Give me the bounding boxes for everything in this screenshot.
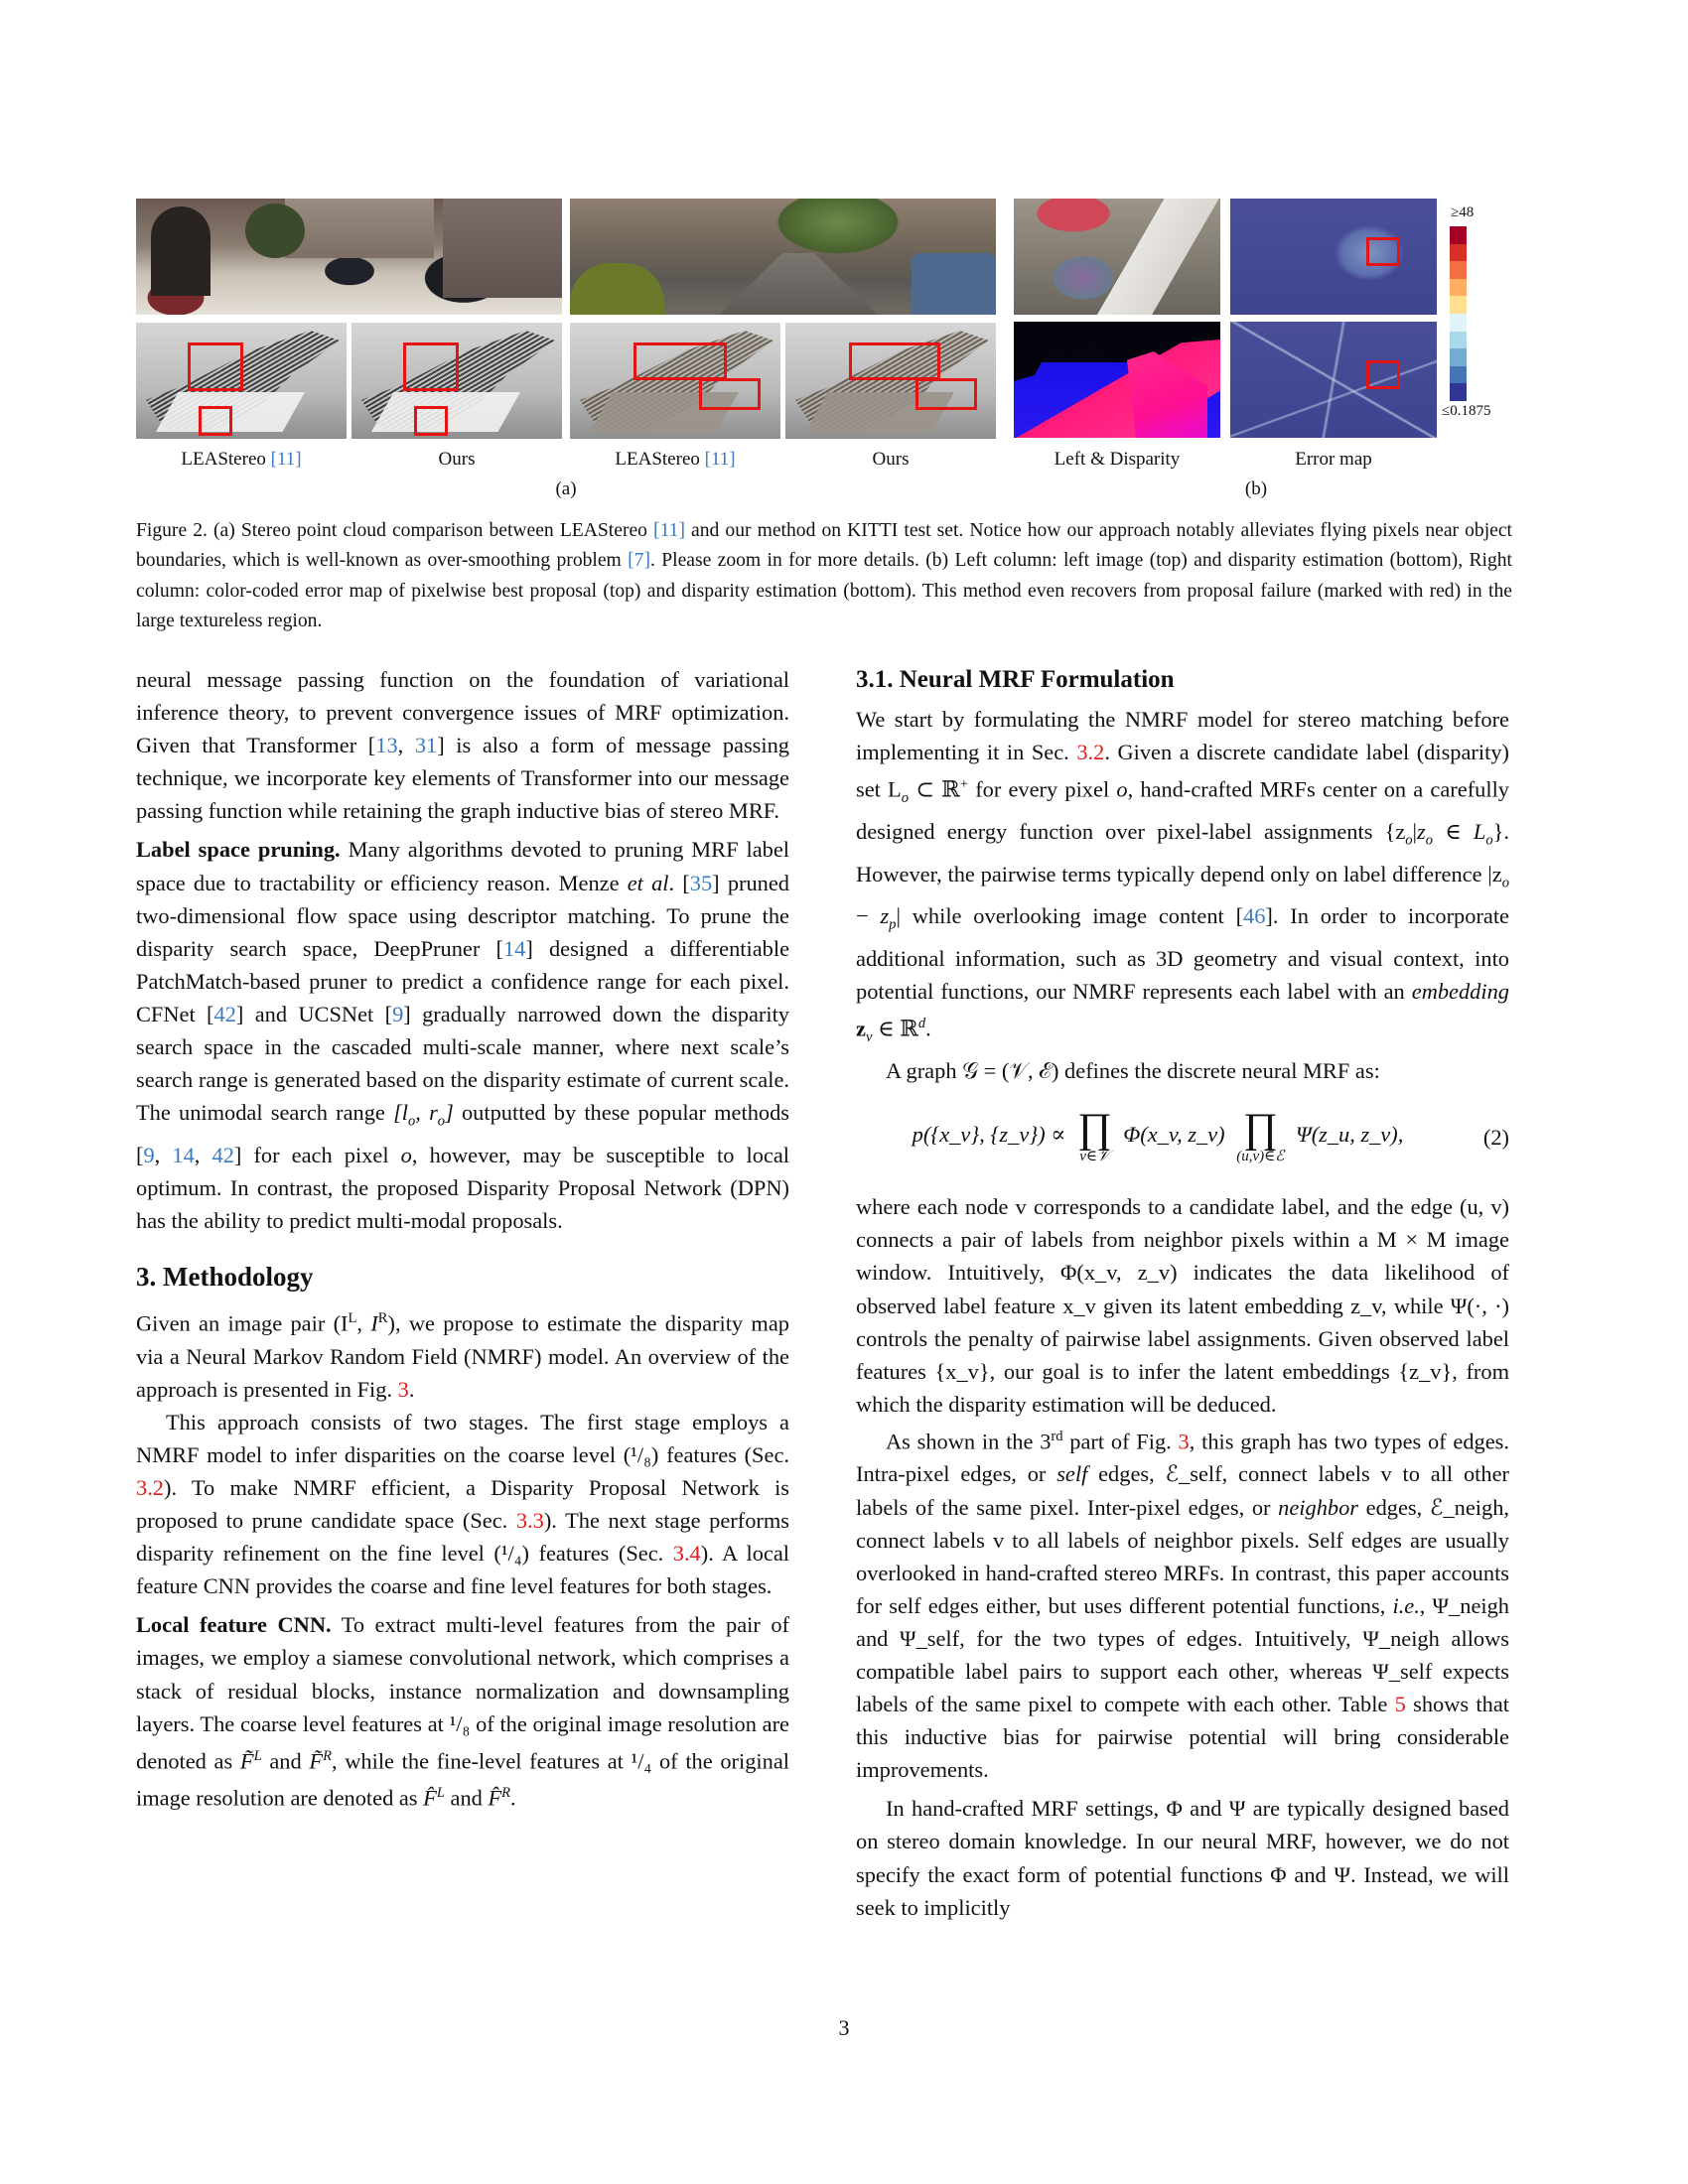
sublabel-left-disparity: Left & Disparity xyxy=(1054,449,1181,470)
text: and xyxy=(444,1785,489,1811)
sublabel-leastereo-2 xyxy=(570,449,780,471)
image-detail xyxy=(1230,322,1437,438)
citation-link[interactable]: [7] xyxy=(628,550,650,572)
citation-link[interactable]: 42 xyxy=(211,1142,234,1167)
sublabel-error-map: Error map xyxy=(1295,449,1372,470)
text: ] pruned two-dimensional flow space using descriptor matching. To prune the disparity search space, DeepPruner [ xyxy=(136,870,790,961)
colorbar-swatch xyxy=(1450,383,1467,401)
text: To extract multi-level features from the pair of images, we employ a siamese convolutional network, which comprises a stack of residual blocks, instance normalization and downsampling layers. The coarse level features at ¹/₈ of the original image resolution are denoted as xyxy=(136,1612,789,1774)
paragraph-heading: Local feature CNN. xyxy=(136,1612,332,1638)
subsection-heading: 3.1. Neural MRF Formulation xyxy=(856,666,1175,693)
text: edges, ℰ_self, connect labels v to all other labels of the same pixel. Inter-pixel edges, or xyxy=(856,1461,1509,1520)
citation-link[interactable]: 9 xyxy=(143,1142,155,1167)
text: shows that this inductive bias for pairwise potential will bring considerable improvements. xyxy=(856,1692,1509,1783)
text: for every pixel xyxy=(968,776,1117,802)
text: ] gradually narrowed down the disparity search space in the cascaded multi-scale manner, where next scale’s search range is generated based on the disparity estimate of current scale. The unimodal search range xyxy=(136,1001,789,1126)
text: , xyxy=(397,733,415,758)
text: Given an image pair (I xyxy=(136,1310,349,1336)
caption-text: . Please zoom in for more details. (b) Left column: left image (top) and disparity estimation (bottom), Right column: color-coded error map of pixelwise best proposal (top) and disparity estimation (bottom). This method even recovers from proposal failure (marked with red) in the large textureless region. xyxy=(136,550,1513,632)
text: part of Fig. xyxy=(1062,1429,1179,1454)
section-heading-methodology: 3. Methodology xyxy=(136,1262,314,1293)
text: }. However, the pairwise terms typically depend only on label difference |z xyxy=(856,819,1509,887)
text: , however, may be susceptible to local optimum. In contrast, the proposed Disparity Proposal Network (DPN) has the ability to predict multi-modal proposals. xyxy=(136,1142,790,1233)
equation-body xyxy=(856,1106,1460,1165)
colorbar-swatch xyxy=(1450,314,1467,332)
text: embedding xyxy=(1411,979,1509,1004)
product-operator: ∏ (u,v)∈ℰ xyxy=(1236,1106,1285,1165)
paragraph-local-feature-cnn: Local feature CNN. To extract multi-level features from the pair of images, we employ a siamese convolutional network, which comprises a stack of residual blocks, instance normalization and downsampling layers. The coarse level features at ¹/₈ of the original image resolution are denoted as F̃$^L$ and F̃$^R$, while the fine-level features at ¹/₄ of the original image resolution are denoted as F̂$^L$ and F̂$^R$. xyxy=(136,1612,789,1811)
highlight-box xyxy=(849,342,940,380)
page-number: 3 xyxy=(838,2015,850,2040)
text: ∈ ℝ xyxy=(872,1016,918,1041)
image-detail xyxy=(769,199,908,258)
text: neural message passing function on the foundation of variational inference theory, to prevent convergence issues of MRF optimization. Given that Transformer [ xyxy=(136,667,789,758)
text: , while the fine-level features at ¹/₄ of the original image resolution are denoted as xyxy=(136,1748,789,1811)
colorbar-min-label: ≤0.1875 xyxy=(1442,403,1491,419)
product-operator: ∏ v∈𝒱 xyxy=(1077,1106,1112,1165)
text: ). To make NMRF efficient, a Disparity Proposal Network is proposed to prune candidate space (Sec. xyxy=(136,1475,789,1534)
text: | while overlooking image content [ xyxy=(896,903,1244,929)
text: self xyxy=(1056,1461,1088,1487)
text: We start by formulating the NMRF model for stereo matching before implementing it in Sec. xyxy=(856,707,1509,765)
highlight-box xyxy=(915,378,977,410)
text: ]. In order to incorporate additional information, such as 3D geometry and visual context, into potential functions, our NMRF represents each label with an xyxy=(856,903,1509,1004)
figure-caption xyxy=(136,516,1512,637)
paragraph xyxy=(856,1421,1509,1787)
colorbar xyxy=(1450,226,1467,401)
left-image-middlebury xyxy=(1014,199,1220,315)
colorbar-swatch xyxy=(1450,261,1467,279)
text: ). The next stage performs disparity refinement on the fine level (¹/₄) features (Sec. xyxy=(136,1508,790,1567)
image-detail xyxy=(719,253,878,315)
panel-label-a: (a) xyxy=(555,478,577,499)
point-cloud-ours-2 xyxy=(785,323,996,439)
text: Many algorithms devoted to pruning MRF label space due to tractability or efficiency reason. Menze xyxy=(136,837,790,895)
sublabel-leastereo-1 xyxy=(136,449,347,471)
image-detail xyxy=(285,199,434,258)
error-map-proposal xyxy=(1230,199,1437,315)
text: . [ xyxy=(668,870,690,895)
superscript: rd xyxy=(1051,1428,1063,1444)
figure-ref-link[interactable]: 3 xyxy=(1178,1429,1190,1454)
text: , this graph has two types of edges. Intra-pixel edges, or xyxy=(856,1429,1509,1487)
math-range: [$l_o$, $r_o$] xyxy=(393,1100,454,1130)
highlight-box xyxy=(1366,237,1400,266)
sublabel-text: LEAStereo xyxy=(615,449,705,470)
text: , Ψ_neigh and Ψ_self, for the two types of edges. Intuitively, Ψ_neigh allows compatible label pairs to support each other, whereas Ψ_self expects labels of the same pixel to compete with each other. Table xyxy=(856,1592,1509,1717)
point-cloud-leastereo-2 xyxy=(570,323,780,439)
colorbar-swatch xyxy=(1450,226,1467,244)
image-detail xyxy=(1014,322,1220,381)
text: As shown in the 3 xyxy=(886,1429,1052,1454)
equation-2 xyxy=(856,1106,1509,1165)
section-ref-link[interactable]: 3.4 xyxy=(672,1541,701,1567)
text: outputted by these popular methods [ xyxy=(136,1100,789,1167)
colorbar-swatch xyxy=(1450,366,1467,384)
highlight-box xyxy=(414,406,448,436)
paragraph: Given an image pair ($I^L$, $I^R$), we propose to estimate the disparity map via a Neural Markov Random Field (NMRF) model. An overview of the approach is presented in Fig. 3. xyxy=(136,1310,789,1402)
text: edges, ℰ_neigh, connect labels v to all labels of neighbor pixels. Self edges are usually overlooked in hand-crafted stereo MRFs. In contrast, this paper accounts for self edges either, but uses different potential functions, xyxy=(856,1494,1509,1618)
colorbar-max-label: ≥48 xyxy=(1451,205,1475,220)
equation-lhs: p({x_v}, {z_v}) ∝ xyxy=(912,1122,1066,1148)
text: and xyxy=(261,1748,310,1774)
kitti-image-1 xyxy=(136,199,562,315)
highlight-box xyxy=(403,342,459,391)
citation-link[interactable]: 9 xyxy=(392,1001,404,1026)
point-cloud-leastereo-1 xyxy=(136,323,347,439)
colorbar-swatch xyxy=(1450,244,1467,262)
citation-link[interactable]: [11] xyxy=(270,449,302,470)
text: . Given a discrete candidate label (disparity) set L xyxy=(856,740,1509,802)
text: et al xyxy=(627,870,669,895)
sublabel-ours-2: Ours xyxy=(872,449,910,470)
paragraph xyxy=(136,1406,789,1603)
paragraph: where each node v corresponds to a candidate label, and the edge (u, v) connects a pair of labels from neighbor pixels within a M × M image window. Intuitively, Φ(x_v, z_v) indicates the data likelihood of observed label feature x_v given its latent embedding z_v, while Ψ(·, ·) controls the penalty of pairwise label assignments. Given observed label features {x_v}, our goal is to infer the latent embeddings {z_v}, from which the disparity estimation will be deduced. xyxy=(856,1194,1509,1417)
citation-link[interactable]: 13 xyxy=(375,733,398,758)
image-detail xyxy=(570,263,664,315)
citation-link[interactable]: 31 xyxy=(414,733,438,758)
citation-link[interactable]: [11] xyxy=(653,520,685,541)
section-ref-link[interactable]: 3.2 xyxy=(1076,740,1105,765)
image-detail xyxy=(443,199,562,298)
equation-term: Φ(x_v, z_v) xyxy=(1123,1122,1225,1148)
text: ] for each pixel xyxy=(233,1142,401,1167)
caption-text: Figure 2. (a) Stereo point cloud comparison between LEAStereo xyxy=(136,520,654,541)
equation-term: Ψ(z_u, z_v), xyxy=(1295,1122,1404,1148)
highlight-box xyxy=(1366,360,1400,389)
text: i.e. xyxy=(1392,1592,1420,1618)
paragraph: In hand-crafted MRF settings, Φ and Ψ are typically designed based on stereo domain knowledge. In our neural MRF, however, we do not specify the exact form of potential functions Φ and Ψ. Instead, we will seek to implicitly xyxy=(856,1796,1509,1920)
image-detail xyxy=(151,206,211,296)
image-detail xyxy=(912,253,996,315)
highlight-box xyxy=(699,378,761,410)
sublabel-text: LEAStereo xyxy=(181,449,271,470)
equation-number: (2) xyxy=(1482,1124,1509,1150)
math: o xyxy=(400,1142,412,1167)
citation-link[interactable]: 14 xyxy=(502,935,526,961)
colorbar-swatch xyxy=(1450,348,1467,366)
product-subscript: (u,v)∈ℰ xyxy=(1236,1149,1285,1165)
text: ] is also a form of message passing technique, we incorporate key elements of Transformer into our message passing function while retaining the graph inductive bias of stereo MRF. xyxy=(136,733,790,824)
kitti-image-2 xyxy=(570,199,996,315)
text: This approach consists of two stages. The first stage employs a NMRF model to infer disparities on the coarse level (¹/₈) features (Sec. xyxy=(136,1409,789,1467)
highlight-box xyxy=(199,406,232,436)
citation-link[interactable]: 35 xyxy=(689,870,713,895)
product-subscript: v∈𝒱 xyxy=(1079,1149,1110,1165)
citation-link[interactable]: 42 xyxy=(213,1001,236,1026)
text: ), we propose to estimate the disparity map via a Neural Markov Random Field (NMRF) model. An overview of the approach is presented in Fig. xyxy=(136,1310,789,1402)
colorbar-swatch xyxy=(1450,332,1467,349)
citation-link[interactable]: 14 xyxy=(172,1142,195,1167)
text: , hand-crafted MRFs center on a carefully designed energy function over pixel-label assignments {z xyxy=(856,776,1509,845)
table-ref-link[interactable]: 5 xyxy=(1394,1692,1406,1717)
text: ⊂ ℝ xyxy=(909,776,960,802)
paragraph: We start by formulating the NMRF model for stereo matching before implementing it in Sec. 3.2. Given a discrete candidate label (disparity) set $L_o$ ⊂ ℝ+ for every pixel o, hand-crafted MRFs center on a carefully designed energy function over pixel-label assignments {$z_o|z_o$ ∈ $L_o$}. However, the pairwise terms typically depend only on label difference $|z_o - z_p|$ while overlooking image content [46]. In order to incorporate additional information, such as 3D geometry and visual context, into potential functions, our NMRF represents each label with an embedding $z_v$ ∈ ℝ$^d$. xyxy=(856,707,1509,1046)
colorbar-swatch xyxy=(1450,279,1467,297)
error-map-disparity xyxy=(1230,322,1437,438)
image-detail xyxy=(245,204,305,258)
colorbar-swatch xyxy=(1450,296,1467,314)
left-column xyxy=(136,663,789,1815)
highlight-box xyxy=(188,342,243,391)
paragraph-heading: Label space pruning. xyxy=(136,837,341,863)
right-column xyxy=(856,663,1509,1924)
highlight-box xyxy=(633,342,727,380)
text: neighbor xyxy=(1278,1494,1358,1520)
disparity-map xyxy=(1014,322,1220,438)
text: ] and UCSNet [ xyxy=(235,1001,393,1026)
panel-label-b: (b) xyxy=(1244,478,1268,499)
section-ref-link[interactable]: 3.2 xyxy=(136,1475,164,1500)
figure-ref-link[interactable]: 3 xyxy=(397,1376,409,1402)
citation-link[interactable]: 46 xyxy=(1243,903,1266,929)
sublabel-ours-1: Ours xyxy=(438,449,476,470)
image-detail xyxy=(1118,351,1207,438)
citation-link[interactable]: [11] xyxy=(704,449,736,470)
text: . xyxy=(510,1785,516,1811)
paragraph: A graph 𝒢 = (𝒱, ℰ) defines the discrete neural MRF as: xyxy=(886,1058,1380,1084)
paragraph-label-space-pruning: Label space pruning. Many algorithms devoted to pruning MRF label space due to tractability or efficiency reason. Menze et al. [35] pruned two-dimensional flow space using descriptor matching. To prune the disparity search space, DeepPruner [14] designed a differentiable PatchMatch-based pruner to predict a confidence range for each pixel. CFNet [42] and UCSNet [9] gradually narrowed down the disparity search space in the cascaded multi-scale manner, where next scale’s search range is generated based on the disparity estimate of current scale. The unimodal search range [$l_o$, $r_o$] outputted by these popular methods [9, 14, 42] for each pixel o, however, may be susceptible to local optimum. In contrast, the proposed Disparity Proposal Network (DPN) has the ability to predict multi-modal proposals. xyxy=(136,837,790,1233)
section-ref-link[interactable]: 3.3 xyxy=(515,1508,544,1534)
caption-text: and our method on KITTI test set. Notice how our approach notably alleviates flying pixels near object boundaries, which is well-known as over-smoothing problem xyxy=(136,520,1512,572)
paragraph xyxy=(136,663,789,827)
text: ] designed a differentiable PatchMatch-based pruner to predict a confidence range for each pixel. CFNet [ xyxy=(136,935,790,1026)
point-cloud-ours-1 xyxy=(352,323,562,439)
text: ). A local feature CNN provides the coarse and fine level features for both stages. xyxy=(136,1541,790,1599)
